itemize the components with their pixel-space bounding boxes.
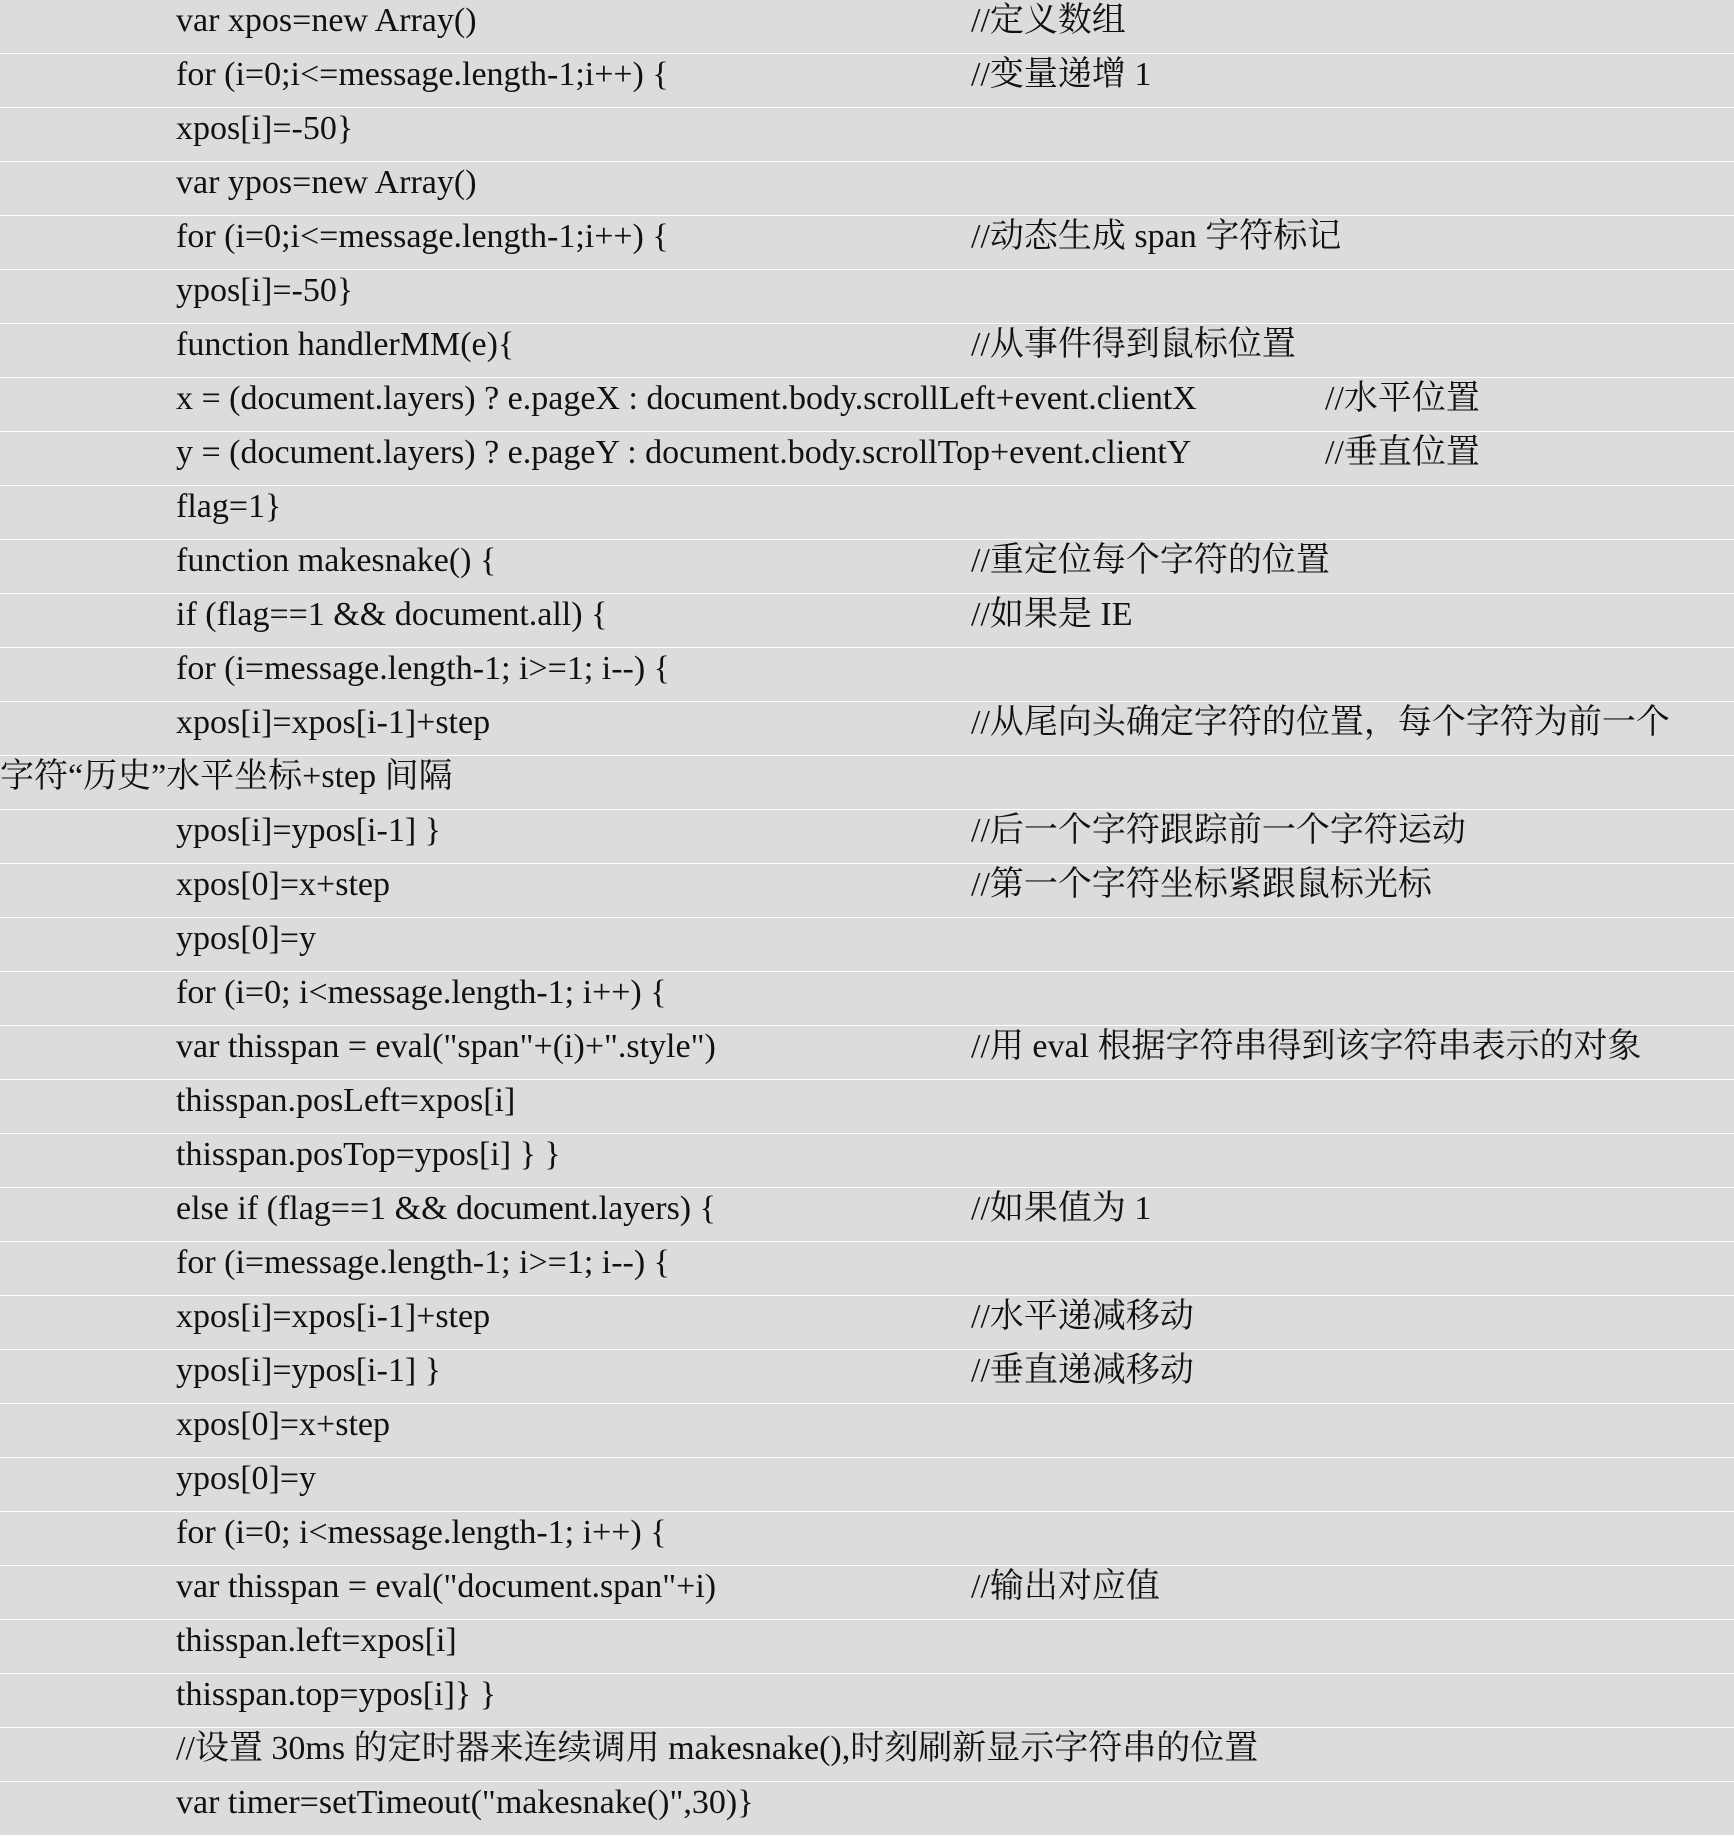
code-text: var xpos=new Array() bbox=[176, 2, 477, 39]
code-text: var thisspan = eval("document.span"+i) bbox=[176, 1568, 717, 1605]
code-line bbox=[0, 1188, 1734, 1242]
code-line-continuation bbox=[0, 756, 1734, 810]
code-line bbox=[0, 432, 1734, 486]
code-line bbox=[0, 702, 1734, 756]
code-line bbox=[0, 1620, 1734, 1674]
code-line bbox=[0, 54, 1734, 108]
code-line bbox=[0, 270, 1734, 324]
code-text: if (flag==1 && document.all) { bbox=[176, 596, 608, 633]
code-text: ypos[i]=-50} bbox=[176, 272, 354, 309]
code-text: var timer=setTimeout("makesnake()",30)} bbox=[176, 1784, 754, 1821]
code-line bbox=[0, 1782, 1734, 1836]
code-line bbox=[0, 1512, 1734, 1566]
code-line bbox=[0, 1242, 1734, 1296]
code-line bbox=[0, 594, 1734, 648]
code-comment: //水平递减移动 bbox=[971, 1298, 1194, 1335]
code-line bbox=[0, 162, 1734, 216]
code-line bbox=[0, 1566, 1734, 1620]
code-line bbox=[0, 1350, 1734, 1404]
code-line bbox=[0, 324, 1734, 378]
code-text: thisspan.top=ypos[i]} } bbox=[176, 1676, 497, 1713]
code-text: ypos[0]=y bbox=[176, 1460, 317, 1497]
code-line bbox=[0, 540, 1734, 594]
code-text: function makesnake() { bbox=[176, 542, 497, 579]
code-line bbox=[0, 1728, 1734, 1782]
code-text: for (i=message.length-1; i>=1; i--) { bbox=[176, 1244, 670, 1281]
code-comment: //动态生成 span 字符标记 bbox=[971, 218, 1342, 255]
code-line bbox=[0, 0, 1734, 54]
code-line bbox=[0, 486, 1734, 540]
code-comment: //重定位每个字符的位置 bbox=[971, 542, 1330, 579]
code-text: else if (flag==1 && document.layers) { bbox=[176, 1190, 716, 1227]
code-line bbox=[0, 1458, 1734, 1512]
code-text: for (i=0;i<=message.length-1;i++) { bbox=[176, 218, 669, 255]
code-text: y = (document.layers) ? e.pageY : document.body.scrollTop+event.clientY bbox=[176, 434, 1192, 471]
code-line bbox=[0, 810, 1734, 864]
code-comment: //从尾向头确定字符的位置，每个字符为前一个 bbox=[971, 704, 1670, 741]
code-comment: //垂直位置 bbox=[1325, 434, 1480, 471]
code-line bbox=[0, 864, 1734, 918]
code-line bbox=[0, 216, 1734, 270]
code-line bbox=[0, 1080, 1734, 1134]
code-comment: //定义数组 bbox=[971, 2, 1126, 39]
code-comment: //输出对应值 bbox=[971, 1568, 1160, 1605]
code-line bbox=[0, 108, 1734, 162]
code-text: flag=1} bbox=[176, 488, 282, 525]
code-text: x = (document.layers) ? e.pageX : document.body.scrollLeft+event.clientX bbox=[176, 380, 1197, 417]
code-comment: //如果值为 1 bbox=[971, 1190, 1152, 1227]
code-line bbox=[0, 918, 1734, 972]
code-comment: //如果是 IE bbox=[971, 596, 1133, 633]
code-text: var ypos=new Array() bbox=[176, 164, 477, 201]
code-text: thisspan.posTop=ypos[i] } } bbox=[176, 1136, 561, 1173]
code-comment: //变量递增 1 bbox=[971, 56, 1152, 93]
code-text: for (i=message.length-1; i>=1; i--) { bbox=[176, 650, 670, 687]
code-comment: //后一个字符跟踪前一个字符运动 bbox=[971, 812, 1466, 849]
code-line bbox=[0, 1134, 1734, 1188]
code-comment: //第一个字符坐标紧跟鼠标光标 bbox=[971, 866, 1432, 903]
code-text: ypos[0]=y bbox=[176, 920, 317, 957]
code-text: for (i=0; i<message.length-1; i++) { bbox=[176, 974, 667, 1011]
code-text: 字符“历史”水平坐标+step 间隔 bbox=[0, 758, 453, 795]
code-text: xpos[i]=xpos[i-1]+step bbox=[176, 704, 491, 741]
code-text: function handlerMM(e){ bbox=[176, 326, 515, 363]
code-text: xpos[0]=x+step bbox=[176, 866, 390, 903]
code-text: thisspan.left=xpos[i] bbox=[176, 1622, 457, 1659]
code-comment: //从事件得到鼠标位置 bbox=[971, 326, 1296, 363]
code-text: for (i=0; i<message.length-1; i++) { bbox=[176, 1514, 667, 1551]
code-comment: //水平位置 bbox=[1325, 380, 1480, 417]
code-text: xpos[i]=xpos[i-1]+step bbox=[176, 1298, 491, 1335]
code-line bbox=[0, 1026, 1734, 1080]
code-text: ypos[i]=ypos[i-1] } bbox=[176, 1352, 441, 1389]
code-line bbox=[0, 1674, 1734, 1728]
code-text: thisspan.posLeft=xpos[i] bbox=[176, 1082, 516, 1119]
code-text: xpos[0]=x+step bbox=[176, 1406, 390, 1443]
code-text: xpos[i]=-50} bbox=[176, 110, 354, 147]
code-text: //设置 30ms 的定时器来连续调用 makesnake(),时刻刷新显示字符串的位置 bbox=[176, 1730, 1259, 1767]
code-line bbox=[0, 972, 1734, 1026]
code-line bbox=[0, 648, 1734, 702]
code-text: var thisspan = eval("span"+(i)+".style") bbox=[176, 1028, 716, 1065]
code-line bbox=[0, 1404, 1734, 1458]
code-line bbox=[0, 378, 1734, 432]
code-line bbox=[0, 1296, 1734, 1350]
code-text: ypos[i]=ypos[i-1] } bbox=[176, 812, 441, 849]
code-comment: //用 eval 根据字符串得到该字符串表示的对象 bbox=[971, 1028, 1642, 1065]
code-text: for (i=0;i<=message.length-1;i++) { bbox=[176, 56, 669, 93]
code-comment: //垂直递减移动 bbox=[971, 1352, 1194, 1389]
